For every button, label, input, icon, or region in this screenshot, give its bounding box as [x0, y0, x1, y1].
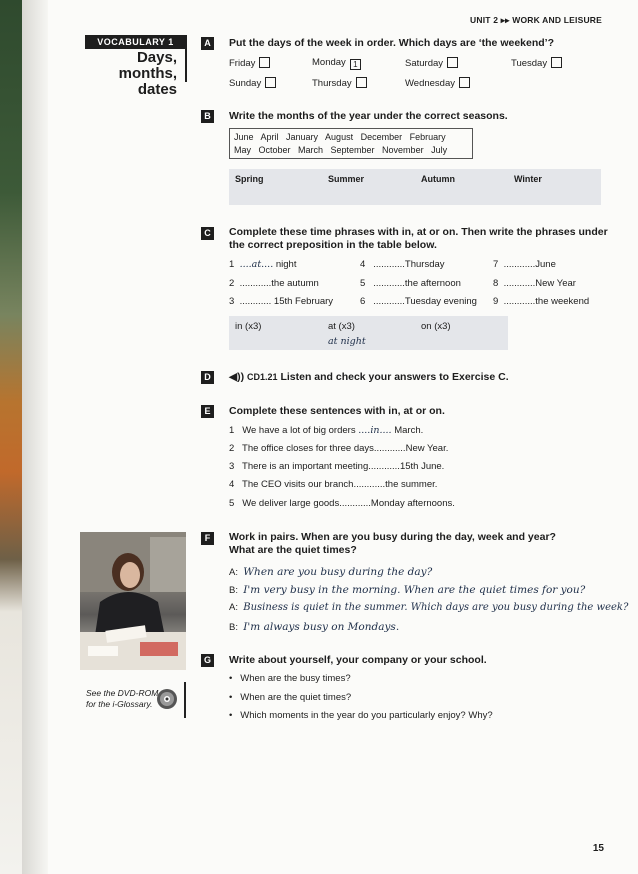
day-monday: Monday 1	[312, 57, 361, 70]
day-friday: Friday	[229, 57, 270, 69]
day-checkbox[interactable]: 1	[350, 59, 361, 70]
audio-icon[interactable]: ◀))	[229, 371, 245, 383]
bullet-item: • Which moments in the year do you particularly enjoy? Why?	[229, 710, 493, 721]
sentence-item: 1 We have a lot of big orders ....in.... March.	[229, 425, 424, 436]
day-checkbox[interactable]	[459, 77, 470, 88]
vocabulary-bar	[185, 35, 187, 82]
day-checkbox[interactable]	[356, 77, 367, 88]
exercise-e-instruction: Complete these sentences with in, at or on.	[229, 405, 445, 417]
phrase-item: 9 ............the weekend	[493, 296, 590, 307]
dialogue-line: B: I'm always busy on Mondays.	[229, 621, 400, 633]
woman-at-desk-photo	[80, 532, 186, 670]
day-checkbox[interactable]	[447, 57, 458, 68]
sentence-item: 2 The office closes for three days............New Year.	[229, 443, 449, 454]
exercise-f-badge: F	[201, 532, 214, 545]
season-autumn: Autumn	[421, 174, 455, 184]
season-summer: Summer	[328, 174, 365, 184]
disc-icon	[156, 688, 178, 710]
day-thursday: Thursday	[312, 77, 367, 89]
day-checkbox[interactable]	[551, 57, 562, 68]
season-spring: Spring	[235, 174, 264, 184]
day-tuesday: Tuesday	[511, 57, 562, 69]
sentence-item: 4 The CEO visits our branch............the summer.	[229, 479, 438, 490]
prep-on-header: on (x3)	[421, 321, 451, 332]
phrase-item: 1 ....at.... night	[229, 259, 297, 270]
exercise-d-badge: D	[201, 371, 214, 384]
phrase-item: 8 ............New Year	[493, 278, 576, 289]
dvd-rom-note: See the DVD-ROM for the i-Glossary.	[80, 682, 186, 718]
day-sunday: Sunday	[229, 77, 276, 89]
exercise-g-badge: G	[201, 654, 214, 667]
exercise-a-instruction: Put the days of the week in order. Which days are ‘the weekend’?	[229, 37, 555, 49]
day-checkbox[interactable]	[265, 77, 276, 88]
exercise-e-badge: E	[201, 405, 214, 418]
bullet-item: • When are the quiet times?	[229, 692, 352, 703]
exercise-g-instruction: Write about yourself, your company or your school.	[229, 654, 487, 666]
page-number: 15	[592, 843, 604, 854]
sentence-item: 5 We deliver large goods............Monday afternoons.	[229, 498, 455, 509]
exercise-c-badge: C	[201, 227, 214, 240]
vocabulary-tag: VOCABULARY 1	[85, 35, 186, 49]
day-checkbox[interactable]	[259, 57, 270, 68]
exercise-b-badge: B	[201, 110, 214, 123]
prep-at-header: at (x3)	[328, 321, 355, 332]
seasons-table	[229, 169, 601, 205]
months-box: June April January August December February May October March September November July	[229, 128, 473, 159]
dialogue-line: B: I'm very busy in the morning. When are the quiet times for you?	[229, 584, 586, 596]
bullet-item: • When are the busy times?	[229, 673, 351, 684]
phrase-item: 5 ............the afternoon	[360, 278, 461, 289]
phrase-item: 7 ............June	[493, 259, 556, 270]
exercise-d-instruction: ◀)) CD1.21 Listen and check your answers to Exercise C.	[229, 371, 509, 383]
prep-in-header: in (x3)	[235, 321, 262, 332]
exercise-b-instruction: Write the months of the year under the correct seasons.	[229, 110, 508, 122]
exercise-f-instruction: Work in pairs. When are you busy during the day, week and year? What are the quiet times?	[229, 531, 556, 556]
phrase-item: 6 ............Tuesday evening	[360, 296, 477, 307]
phrase-item: 4 ............Thursday	[360, 259, 445, 270]
day-saturday: Saturday	[405, 57, 458, 69]
dialogue-line: A: When are you busy during the day?	[229, 566, 433, 578]
day-wednesday: Wednesday	[405, 77, 470, 89]
running-header: UNIT 2 ▸▸ WORK AND LEISURE	[470, 15, 602, 25]
exercise-a-badge: A	[201, 37, 214, 50]
sentence-item: 3 There is an important meeting............15th June.	[229, 461, 445, 472]
phrase-item: 3 ............ 15th February	[229, 296, 334, 307]
page-edge-photo-strip	[0, 0, 22, 874]
phrase-item: 2 ............the autumn	[229, 278, 319, 289]
preposition-table	[229, 316, 508, 350]
season-winter: Winter	[514, 174, 542, 184]
prep-at-example: at night	[328, 336, 366, 347]
dialogue-line: A: Business is quiet in the summer. Which days are you busy during the week?	[229, 602, 629, 613]
section-title: Days, months, dates	[118, 49, 177, 98]
page-binding-shadow	[22, 0, 48, 874]
exercise-c-instruction: Complete these time phrases with in, at or on. Then write the phrases under the correct preposition in the table below.	[229, 226, 608, 251]
